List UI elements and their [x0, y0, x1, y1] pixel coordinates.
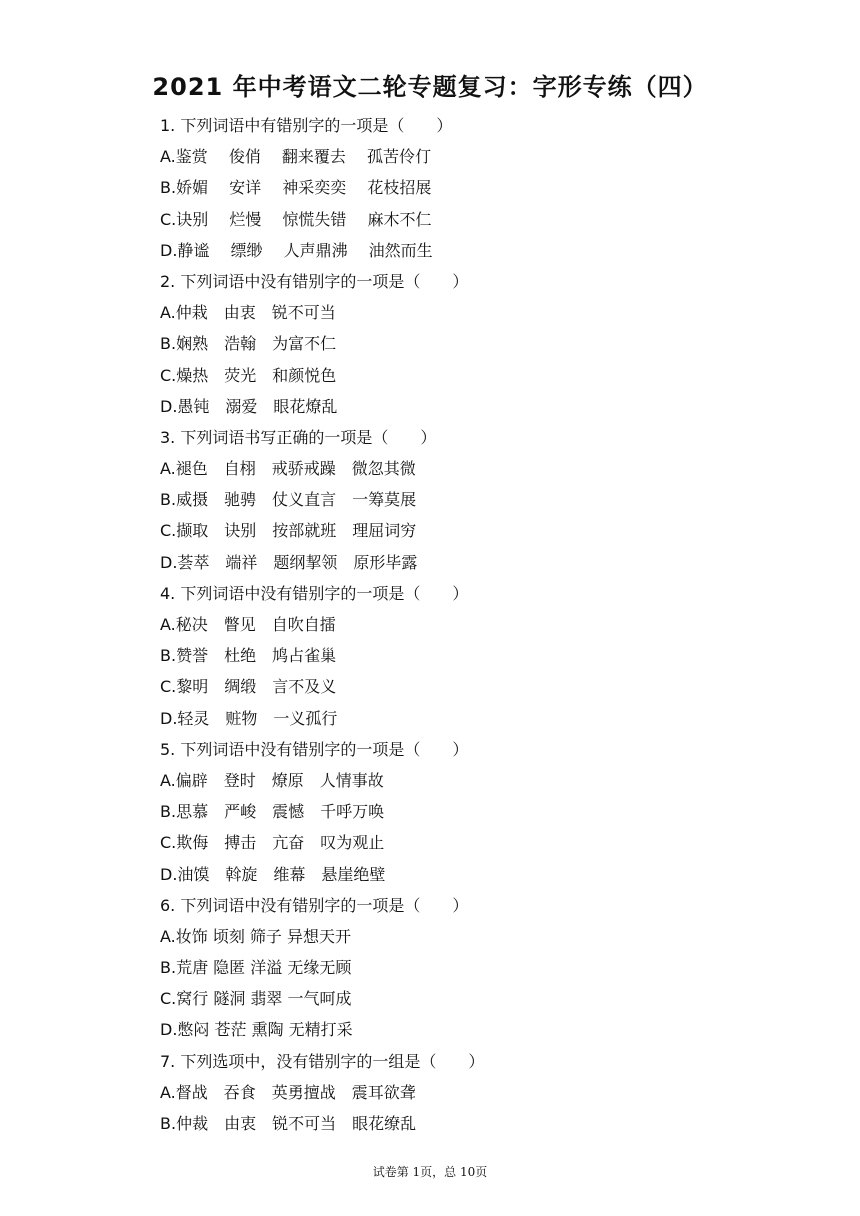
question-6-option-d: D.憋闷 苍茫 熏陶 无精打采	[160, 1020, 353, 1040]
question-6-option-c: C.窝行 隧洞 翡翠 一气呵成	[160, 989, 352, 1009]
question-1-option-a: A.鉴赏 俊俏 翻来覆去 孤苦伶仃	[160, 147, 432, 167]
question-6-stem: 6. 下列词语中没有错别字的一项是（ ）	[160, 895, 469, 915]
question-1-option-d: D.静谧 缥缈 人声鼎沸 油然而生	[160, 240, 433, 260]
question-4-stem: 4. 下列词语中没有错别字的一项是（ ）	[160, 583, 469, 603]
question-1-stem: 1. 下列词语中有错别字的一项是（ ）	[160, 116, 453, 135]
question-5-option-d: D.油馍 斡旋 维幕 悬崖绝壁	[160, 864, 386, 884]
question-4-option-d: D.轻灵 赃物 一义孤行	[160, 708, 338, 728]
question-7-option-a: A.督战 吞食 英勇擅战 震耳欲聋	[160, 1082, 416, 1102]
question-3-option-a: A.褪色 自栩 戒骄戒躁 微忽其微	[160, 459, 416, 479]
question-3-option-b: B.威摄 驰骋 仗义直言 一筹莫展	[160, 490, 417, 510]
question-2-option-a: A.仲栽 由衷 锐不可当	[160, 303, 336, 323]
question-list	[160, 110, 800, 1139]
question-4-option-b: B.赞誉 杜绝 鸠占雀巢	[160, 646, 337, 666]
question-5-option-a: A.偏辟 登时 燎原 人情事故	[160, 770, 384, 790]
question-6-option-a: A.妆饰 顷刻 筛子 异想天开	[160, 926, 352, 946]
question-3-option-d: D.荟萃 端祥 题纲挈领 原形毕露	[160, 552, 418, 572]
question-4-option-a: A.秘决 瞥见 自吹自擂	[160, 615, 336, 634]
page-footer: 试卷第 1页，总 10页	[372, 1165, 488, 1179]
question-2-option-d: D.愚钝 溺爱 眼花燎乱	[160, 396, 338, 416]
page-title: 2021 年中考语文二轮专题复习：字形专练（四）	[152, 73, 708, 101]
question-5-stem: 5. 下列词语中没有错别字的一项是（ ）	[160, 739, 469, 759]
question-3-stem: 3. 下列词语书写正确的一项是（ ）	[160, 427, 437, 447]
question-6-option-b: B.荒唐 隐匿 洋溢 无缘无顾	[160, 958, 352, 978]
question-4-option-c: C.黎明 绸缎 言不及义	[160, 677, 337, 697]
question-1-option-c: C.诀别 烂慢 惊慌失错 麻木不仁	[160, 209, 432, 229]
question-5-option-c: C.欺侮 搏击 亢奋 叹为观止	[160, 833, 385, 853]
question-2-stem: 2. 下列词语中没有错别字的一项是（ ）	[160, 271, 469, 291]
question-2-option-b: B.娴熟 浩翰 为富不仁	[160, 334, 337, 354]
question-2-option-c: C.燥热 荧光 和颜悦色	[160, 365, 337, 385]
question-7-stem: 7. 下列选项中，没有错别字的一组是（ ）	[160, 1051, 485, 1071]
question-1-option-b: B.娇媚 安详 神采奕奕 花枝招展	[160, 178, 432, 198]
question-7-option-b: B.仲裁 由衷 锐不可当 眼花缭乱	[160, 1114, 417, 1133]
question-5-option-b: B.思慕 严峻 震憾 千呼万唤	[160, 802, 385, 822]
question-3-option-c: C.撷取 诀别 按部就班 理屈词穷	[160, 521, 417, 541]
